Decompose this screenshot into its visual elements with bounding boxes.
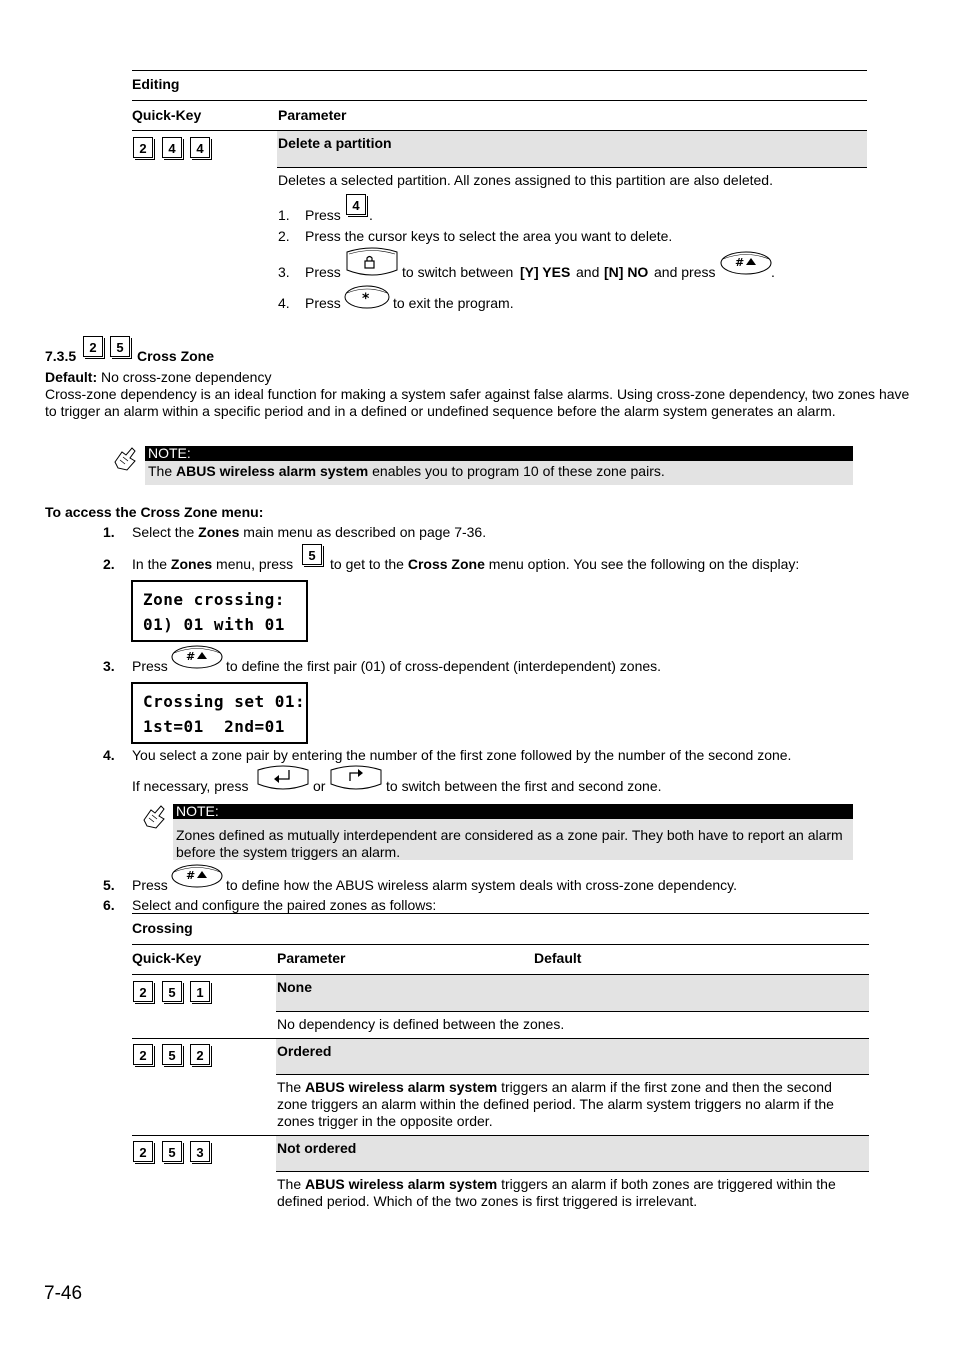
step-text: In the — [132, 556, 168, 572]
step-text: to get to the — [330, 556, 404, 572]
svg-text:#: # — [735, 256, 745, 269]
step-number: 6. — [103, 897, 115, 913]
svg-text:*: * — [362, 291, 370, 307]
table2-section-title: Crossing — [132, 920, 193, 936]
access-step1 — [132, 524, 486, 540]
page-number: 7-46 — [44, 1283, 83, 1304]
svg-text:#: # — [186, 650, 196, 663]
table1-section-title: Editing — [132, 76, 180, 92]
row-title-bar — [276, 1136, 869, 1171]
table2-rule — [132, 944, 869, 945]
step-number: 1. — [103, 524, 115, 540]
row-description — [277, 1079, 865, 1130]
step-text-bold: [Y] YES — [520, 264, 571, 280]
lock-key-icon — [344, 246, 400, 278]
lcd-display — [131, 682, 308, 744]
table1-col-parameter: Parameter — [278, 107, 347, 123]
row-title-bar — [276, 975, 869, 1011]
arrow-left-key-icon — [255, 762, 311, 794]
quick-key: 1 — [190, 981, 210, 1002]
row-text: The — [277, 1079, 302, 1095]
step-text-bold: Zones — [198, 524, 240, 540]
quick-key: 5 — [162, 1141, 182, 1162]
row-title: Ordered — [277, 1043, 332, 1059]
hash-up-key-icon — [171, 861, 225, 891]
step-text-bold: Cross Zone — [407, 556, 485, 572]
step-number: 2. — [278, 228, 290, 244]
hash-up-key-icon — [720, 248, 774, 278]
row-title: Not ordered — [277, 1140, 357, 1156]
row-title: Delete a partition — [278, 135, 392, 151]
table2-col-parameter: Parameter — [277, 950, 346, 966]
note-heading: NOTE: — [145, 446, 853, 461]
table1-rule — [277, 167, 867, 168]
step-text: and press — [654, 264, 716, 280]
step-number: 1. — [278, 207, 290, 223]
step-number: 2. — [103, 556, 115, 572]
default-value: No cross-zone dependency — [101, 369, 272, 385]
access-heading: To access the Cross Zone menu: — [45, 504, 264, 520]
step-text: to define the first pair (01) of cross-dependent (interdependent) zones. — [226, 658, 662, 674]
row-title-bar — [276, 1039, 869, 1074]
quick-key: 5 — [162, 981, 182, 1002]
table1-col-quickkey: Quick-Key — [132, 107, 202, 123]
lcd-line: 01) 01 with 01 — [143, 615, 285, 634]
step-text: Press — [132, 877, 168, 893]
step-text: to exit the program. — [393, 295, 514, 311]
access-step2 — [132, 556, 293, 572]
step-text: Press — [132, 658, 168, 674]
quick-key: 2 — [133, 1044, 153, 1065]
quick-key: 4 — [190, 137, 210, 158]
lcd-display — [131, 580, 308, 642]
table2-rule — [276, 1171, 869, 1172]
svg-text:#: # — [186, 869, 196, 882]
quick-key: 4 — [162, 137, 182, 158]
step-number: 3. — [103, 658, 115, 674]
step-text: main menu as described on page 7-36. — [243, 524, 487, 540]
step-text: If necessary, press — [132, 778, 249, 794]
note-body: Zones defined as mutually interdependent are considered as a zone pair. They both have to report an alarm before the system triggers an alarm. — [173, 819, 853, 860]
step-text: Press — [305, 295, 341, 311]
key-5-icon: 5 — [302, 544, 322, 565]
access-step2-cont — [330, 556, 799, 572]
row-text-bold: ABUS wireless alarm system — [305, 1176, 498, 1192]
step-number: 4. — [278, 295, 290, 311]
arrow-right-key-icon — [328, 762, 384, 794]
step-text: Select and configure the paired zones as follows: — [132, 897, 437, 913]
section-intro: Cross-zone dependency is an ideal function for making a system safer against false alarms. Using cross-zone dependency, two zones have to trigger an alarm within a specific period and in a defined or undefined sequence before the alarm system generates an alarm. — [45, 386, 910, 419]
default-label: Default: — [45, 369, 98, 385]
table2-col-default: Default — [534, 950, 582, 966]
lcd-line: Zone crossing: — [143, 590, 285, 609]
note-text-bold: ABUS wireless alarm system — [176, 463, 369, 479]
table1-top-rule — [132, 70, 867, 71]
step-text: to switch between the first and second zone. — [386, 778, 662, 794]
note-heading: NOTE: — [173, 804, 853, 819]
step-text-bold: [N] NO — [604, 264, 649, 280]
note-hand-icon — [112, 446, 138, 472]
quick-key: 5 — [162, 1044, 182, 1065]
row-text: triggers an alarm if the first zone and then the second zone triggers an alarm within the defined period. The alarm system triggers no alarm if the zones trigger in the opposite order. — [277, 1079, 834, 1129]
note-text: enables you to program 10 of these zone pairs. — [372, 463, 665, 479]
quick-key: 2 — [83, 336, 103, 357]
row-text-bold: ABUS wireless alarm system — [305, 1079, 498, 1095]
step-text: and — [576, 264, 600, 280]
step-text: . — [369, 207, 373, 223]
quick-key: 2 — [133, 1141, 153, 1162]
key-4-icon: 4 — [346, 194, 366, 215]
row-text: The — [277, 1176, 302, 1192]
default-line — [45, 369, 271, 385]
quick-key: 2 — [190, 1044, 210, 1065]
step-text: Press — [305, 207, 341, 223]
quick-key: 2 — [133, 981, 153, 1002]
row-description: Deletes a selected partition. All zones assigned to this partition are also deleted. — [278, 172, 773, 188]
table2-top-rule — [132, 913, 869, 914]
note-hand-icon — [141, 804, 167, 830]
table1-rule — [132, 100, 867, 101]
table2-rule — [276, 1011, 869, 1012]
step-number: 5. — [103, 877, 115, 893]
step-number: 3. — [278, 264, 290, 280]
step-text: Select the — [132, 524, 195, 540]
quick-key: 2 — [133, 137, 153, 158]
table2-rule — [276, 1074, 869, 1075]
quick-key: 3 — [190, 1141, 210, 1162]
row-description — [277, 1176, 865, 1210]
step-text: You select a zone pair by entering the number of the first zone followed by the number of the second zone. — [132, 747, 792, 763]
row-description: No dependency is defined between the zones. — [277, 1016, 565, 1032]
step-text: . — [771, 264, 775, 280]
section-title: Cross Zone — [137, 348, 215, 364]
lcd-line: 1st=01 2nd=01 — [143, 717, 285, 736]
step-text-bold: Zones — [170, 556, 213, 572]
row-text: triggers an alarm if both zones are triggered within the defined period. Which of the two zones is first triggered is irrelevant. — [277, 1176, 836, 1209]
section-number: 7.3.5 — [45, 348, 77, 364]
step-text: or — [313, 778, 326, 794]
note-body — [145, 461, 853, 485]
step-text: Press the cursor keys to select the area you want to delete. — [305, 228, 673, 244]
step-text: Press — [305, 264, 341, 280]
step-text: menu option. You see the following on the display: — [488, 556, 800, 572]
row-title: None — [277, 979, 312, 995]
table2-col-quickkey: Quick-Key — [132, 950, 202, 966]
step-text: to define how the ABUS wireless alarm system deals with cross-zone dependency. — [226, 877, 737, 893]
quick-key: 5 — [110, 336, 130, 357]
hash-up-key-icon — [171, 642, 225, 672]
note-text: The — [148, 463, 173, 479]
step-number: 4. — [103, 747, 115, 763]
star-key-icon — [344, 283, 392, 311]
step-text: menu, press — [216, 556, 294, 572]
lcd-line: Crossing set 01: — [143, 692, 306, 711]
step-text: to switch between — [402, 264, 514, 280]
